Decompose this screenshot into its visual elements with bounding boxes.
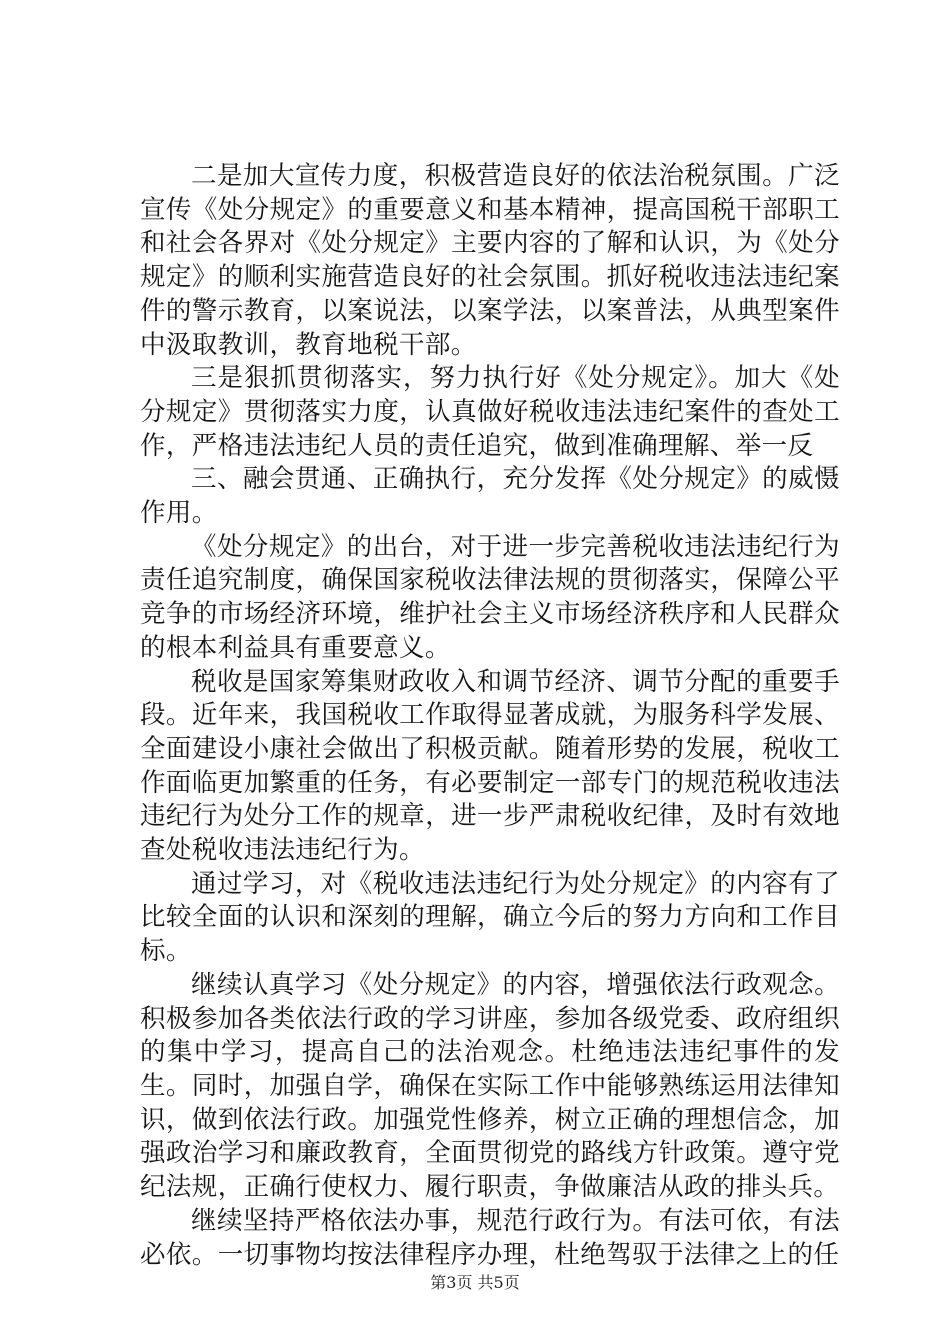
paragraph-7: 继续认真学习《处分规定》的内容，增强依法行政观念。积极参加各类依法行政的学习讲座，参加各级党委、政府组织的集中学习，提高自己的法治观念。杜绝违法违纪事件的发生。同时，加强自学，确保在实际工作中能够熟练运用法律知识，做到依法行政。加强党性修养，树立正确的理想信念，加强政治学习和廉政教育，全面贯彻党的路线方针政策。遵守党纪法规，正确行使权力、履行职责，争做廉洁从政的排头兵。 <box>140 969 840 1203</box>
paragraph-1: 二是加大宣传力度，积极营造良好的依法治税氛围。广泛宣传《处分规定》的重要意义和基本精神，提高国税干部职工和社会各界对《处分规定》主要内容的了解和认识，为《处分规定》的顺利实施营造良好的社会氛围。抓好税收违法违纪案件的警示教育，以案说法，以案学法，以案普法，从典型案件中汲取教训，教育地税干部。 <box>140 161 840 360</box>
document-body <box>140 160 840 1272</box>
paragraph-5: 税收是国家筹集财政收入和调节经济、调节分配的重要手段。近年来，我国税收工作取得显著成就，为服务科学发展、全面建设小康社会做出了积极贡献。随着形势的发展，税收工作面临更加繁重的任务，有必要制定一部专门的规范税收违法违纪行为处分工作的规章，进一步严肃税收纪律，及时有效地查处税收违法违纪行为。 <box>140 666 840 866</box>
page-number: 第3页 共5页 <box>430 1273 520 1292</box>
paragraph-4: 《处分规定》的出台，对于进一步完善税收违法违纪行为责任追究制度，确保国家税收法律法规的贯彻落实，保障公平竞争的市场经济环境，维护社会主义市场经济秩序和人民群众的根本利益具有重要意义。 <box>140 531 840 663</box>
paragraph-3: 三、融会贯通、正确执行，充分发挥《处分规定》的威慑作用。 <box>140 464 840 529</box>
paragraph-2: 三是狠抓贯彻落实，努力执行好《处分规定》。加大《处分规定》贯彻落实力度，认真做好税收违法违纪案件的查处工作，严格违法违纪人员的责任追究，做到准确理解、举一反 <box>140 363 840 461</box>
page-footer <box>0 1270 950 1293</box>
paragraph-6: 通过学习，对《税收违法违纪行为处分规定》的内容有了比较全面的认识和深刻的理解，确立今后的努力方向和工作目标。 <box>140 868 840 967</box>
paragraph-8: 继续坚持严格依法办事，规范行政行为。有法可依，有法必依。一切事物均按法律程序办理，杜绝驾驭于法律之上的任 <box>140 1205 840 1270</box>
